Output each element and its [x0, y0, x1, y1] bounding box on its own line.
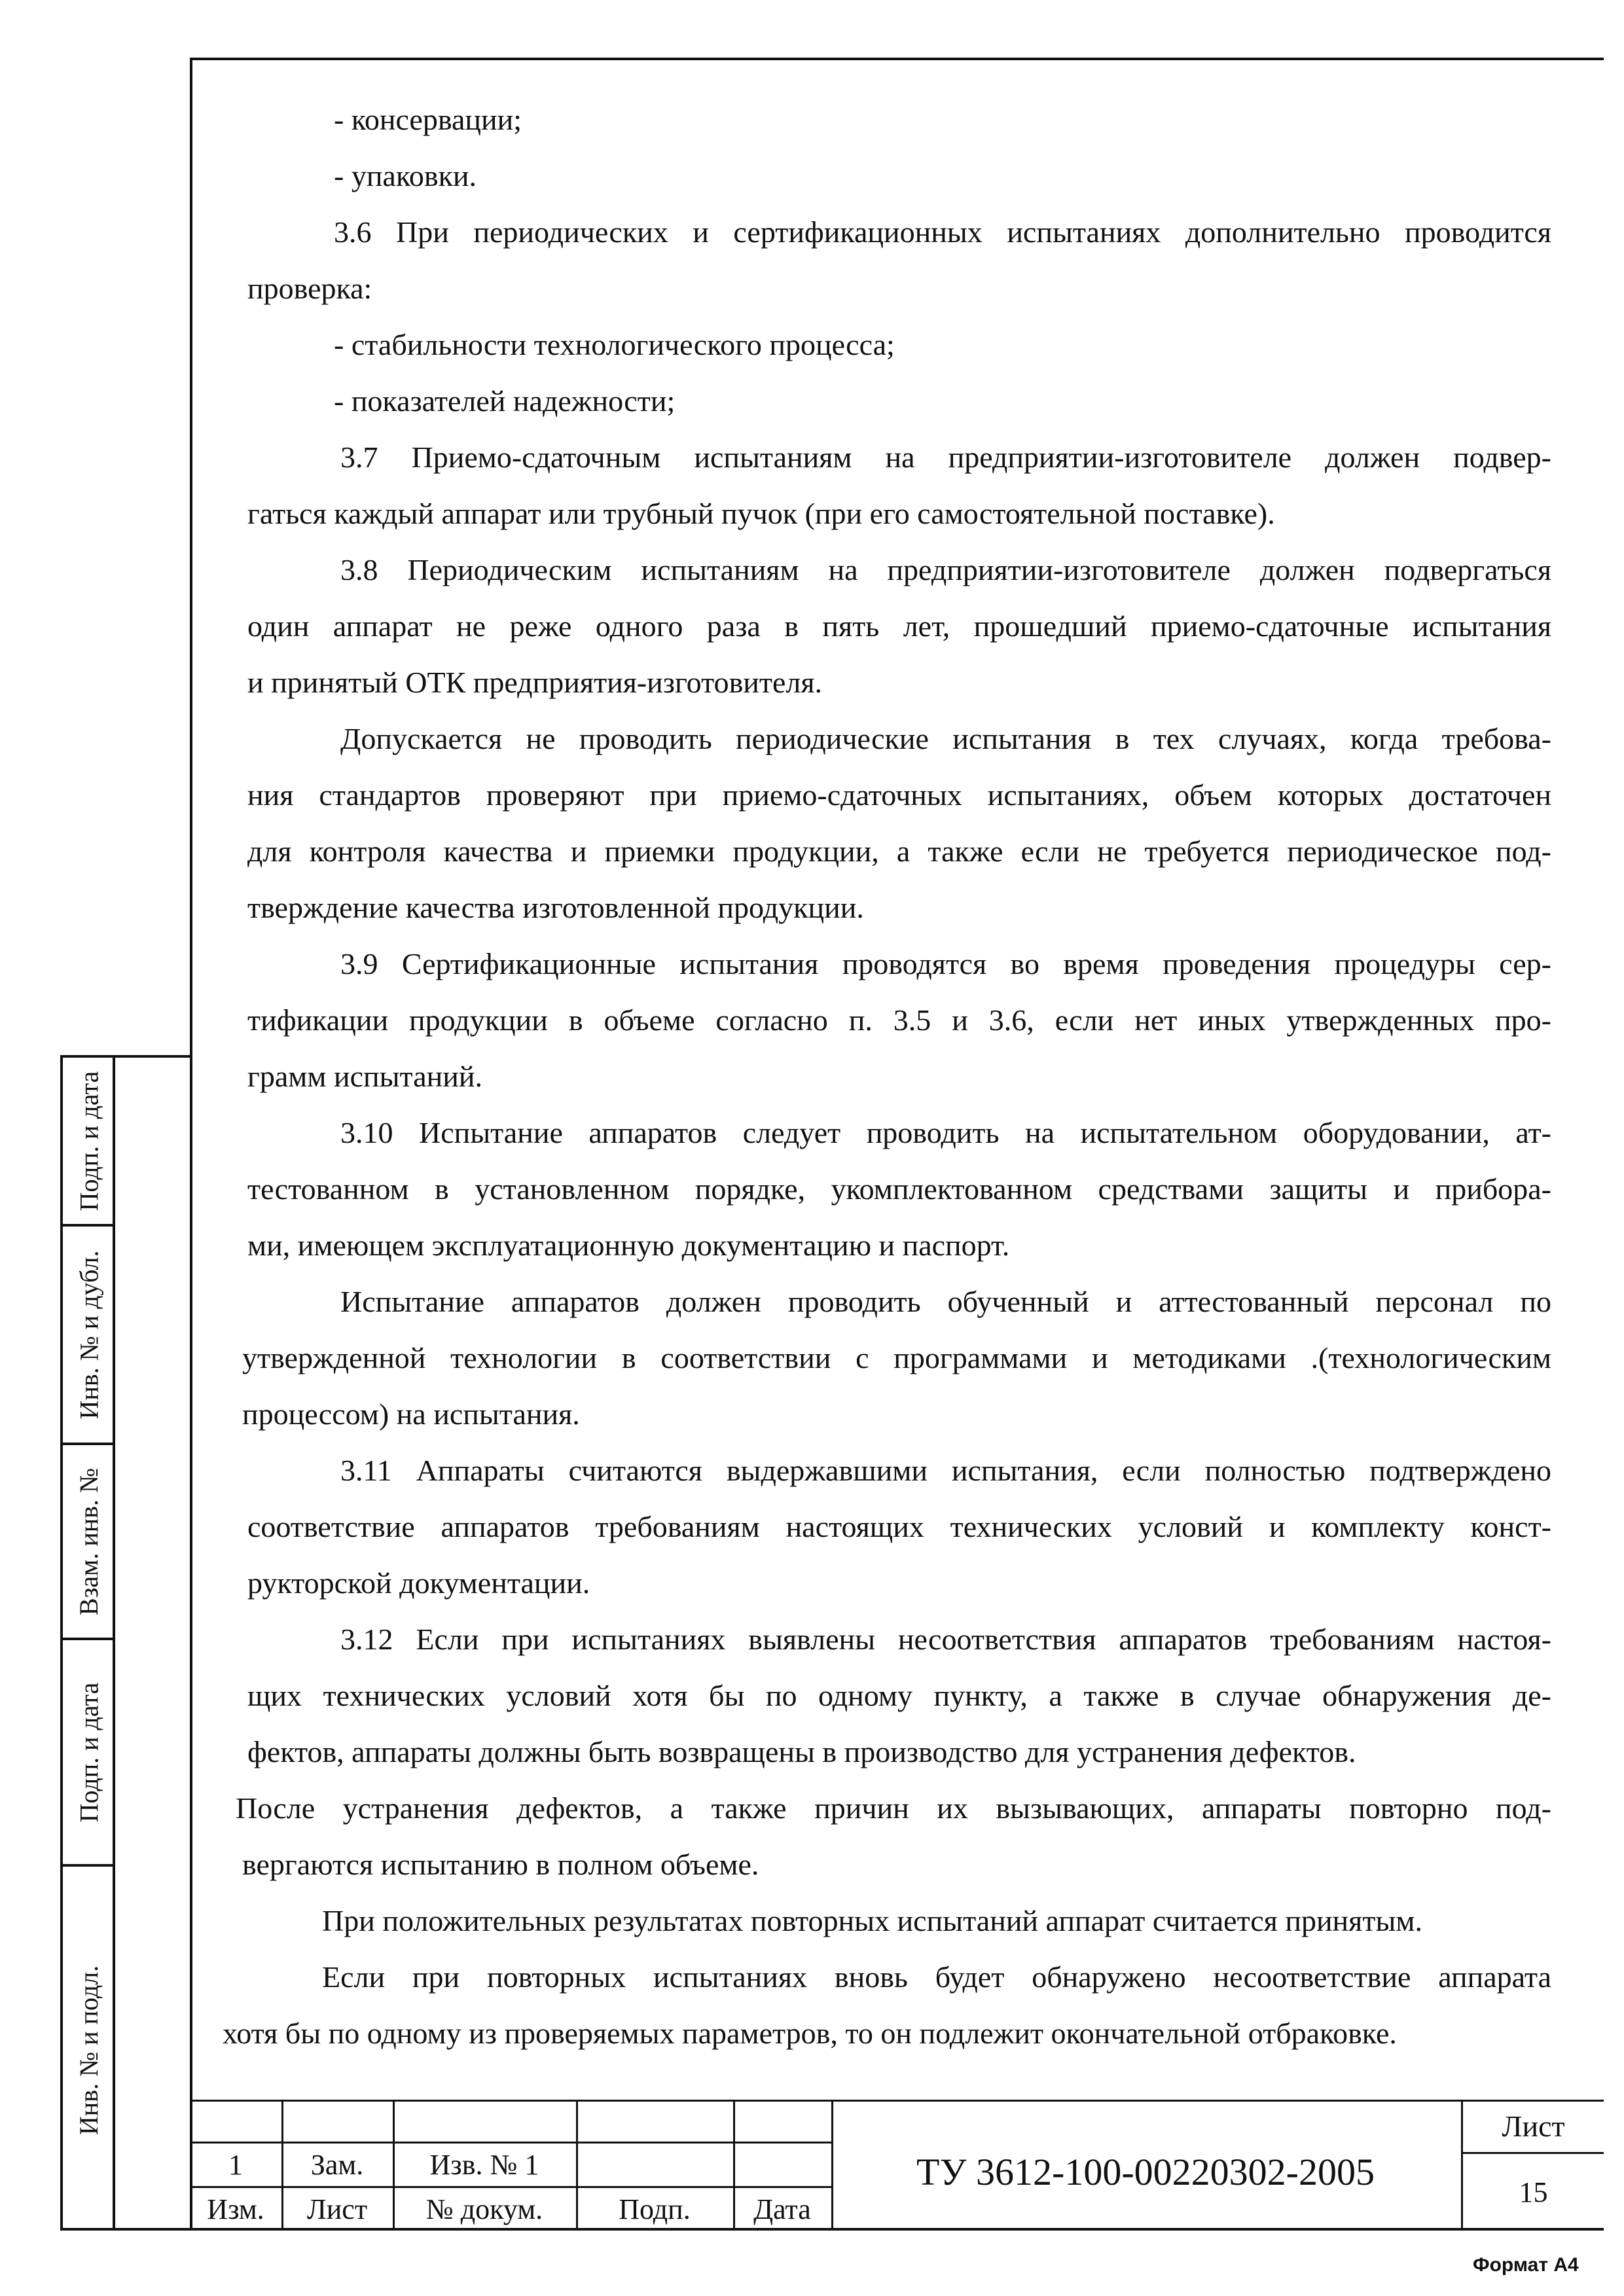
side-label-podp-data-1: Подп. и дата [74, 1071, 104, 1211]
body-line: Если при повторных испытаниях вновь будет обнаружено несоответствие аппарата [322, 1960, 1551, 1994]
tb-hdr-izm: Изм. [207, 2193, 264, 2225]
tb-hdr-docum: № докум. [425, 2193, 543, 2225]
body-line: 3.12 Если при испытаниях выявлены несоответствия аппаратов требованиям настоя- [340, 1623, 1551, 1656]
side-label-vzam-inv: Взам. инв. № [74, 1467, 104, 1615]
side-label-podp-data-2: Подп. и дата [74, 1682, 104, 1822]
body-line: гаться каждый аппарат или трубный пучок (при его самостоятельной поставке). [247, 497, 1275, 530]
sheet-number: 15 [1519, 2176, 1548, 2208]
body-line: тестованном в установленном порядке, укомплектованном средствами защиты и прибора- [247, 1172, 1551, 1206]
side-cell-inv-podl [63, 1867, 115, 2233]
body-line: процессом) на испытания. [242, 1397, 580, 1431]
body-line: 3.10 Испытание аппаратов следует проводить на испытательном оборудовании, ат- [340, 1116, 1551, 1149]
body-line: вергаются испытанию в полном объеме. [242, 1848, 759, 1881]
body-line: один аппарат не реже одного раза в пять лет, прошедший приемо-сдаточные испытания [247, 609, 1551, 643]
tb-rev-change: Зам. [310, 2148, 364, 2181]
body-line: ми, имеющем эксплуатационную документацию и паспорт. [247, 1229, 1010, 1262]
side-cell-podp-data-2 [63, 1640, 115, 1867]
body-line: проверка: [247, 272, 372, 305]
side-cell-inv-dubl [63, 1227, 115, 1445]
body-line: соответствие аппаратов требованиям настоящих технических условий и комплекту конст- [247, 1510, 1551, 1543]
title-block [190, 2100, 1604, 2231]
tb-hdr-data: Дата [753, 2193, 811, 2225]
body-line: - стабильности технологического процесса; [334, 328, 895, 361]
body-line: Испытание аппаратов должен проводить обученный и аттестованный персонал по [340, 1285, 1551, 1318]
tb-hdr-list: Лист [306, 2193, 368, 2225]
sheet-label: Лист [1502, 2109, 1565, 2143]
body-line: для контроля качества и приемки продукции, а также если не требуется периодическое под- [247, 834, 1551, 868]
body-line: После устранения дефектов, а также причин их вызывающих, аппараты повторно под- [236, 1791, 1551, 1825]
body-line: щих технических условий хотя бы по одному пункту, а также в случае обнаружения де- [247, 1679, 1551, 1712]
body-line: - консервации; [334, 103, 522, 136]
body-line: утвержденной технологии в соответствии с программами и методиками .(технологическим [242, 1341, 1551, 1374]
body-line: грамм испытаний. [247, 1060, 482, 1093]
body-line: фектов, аппараты должны быть возвращены в производство для устранения дефектов. [247, 1735, 1356, 1768]
body-line: При положительных результатах повторных испытаний аппарат считается принятым. [322, 1904, 1422, 1937]
tb-rev-notice: Изв. № 1 [429, 2148, 539, 2181]
tb-rev-number: 1 [228, 2148, 243, 2181]
body-line: тверждение качества изготовленной продукции. [247, 891, 864, 924]
body-line: 3.11 Аппараты считаются выдержавшими испытания, если полностью подтверждено [340, 1454, 1551, 1487]
body-line: тификации продукции в объеме согласно п. 3.5 и 3.6, если нет иных утвержденных про- [247, 1003, 1551, 1037]
format-label: Формат А4 [1473, 2254, 1579, 2276]
tb-line-top [190, 2100, 1604, 2102]
tb-hdr-podp: Подп. [619, 2193, 691, 2225]
side-label-inv-podl: Инв. № и подл. [74, 1965, 104, 2135]
body-line: и принятый ОТК предприятия-изготовителя. [247, 666, 823, 699]
frame-left-border [190, 58, 192, 2231]
body-line: Допускается не проводить периодические испытания в тех случаях, когда требова- [340, 722, 1551, 755]
document-code: ТУ 3612-100-00220302-2005 [916, 2150, 1375, 2193]
side-stamp [60, 1055, 190, 2231]
body-line: - показателей надежности; [334, 384, 676, 418]
side-cell-podp-data-1 [63, 1058, 115, 1227]
document-body [223, 0, 1551, 2094]
body-line: хотя бы по одному из проверяемых параметров, то он подлежит окончательной отбраковке. [223, 2017, 1397, 2050]
body-line: 3.7 Приемо-сдаточным испытаниям на предприятии-изготовителе должен подвер- [340, 440, 1551, 474]
side-cell-vzam-inv [63, 1445, 115, 1640]
side-label-inv-dubl: Инв. № и дубл. [74, 1250, 104, 1419]
body-line: 3.8 Периодическим испытаниям на предприятии-изготовителе должен подвергаться [340, 553, 1551, 586]
side-stamp-label-column [63, 1058, 115, 2231]
body-line: рукторской документации. [247, 1566, 590, 1600]
body-line: 3.9 Сертификационные испытания проводятся во время проведения процедуры сер- [340, 947, 1551, 980]
body-line: 3.6 При периодических и сертификационных испытаниях дополнительно проводится [334, 215, 1551, 249]
body-line: ния стандартов проверяют при приемо-сдаточных испытаниях, объем которых достаточен [247, 778, 1551, 812]
body-line: - упаковки. [334, 159, 477, 192]
